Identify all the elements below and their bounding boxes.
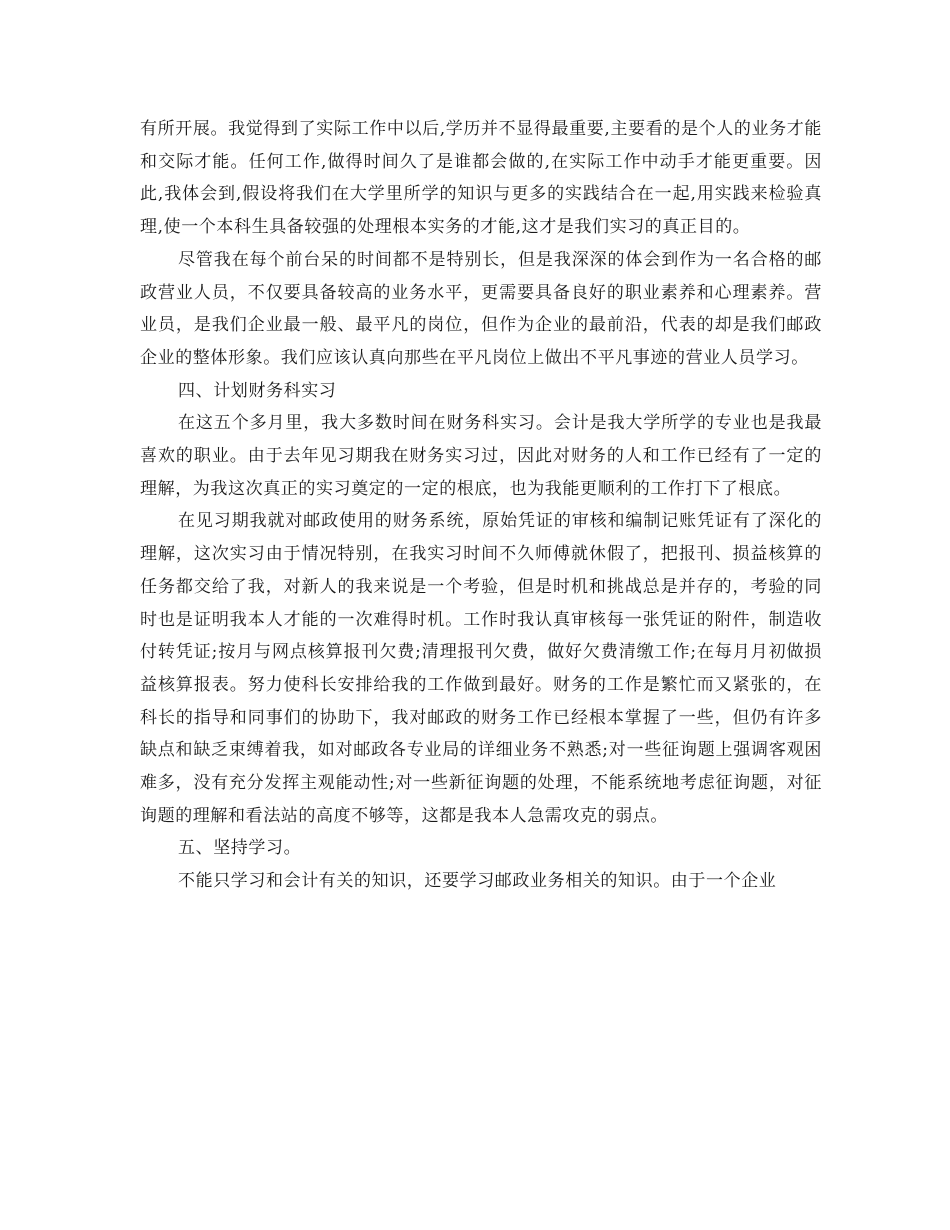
paragraph-5: 不能只学习和会计有关的知识，还要学习邮政业务相关的知识。由于一个企业 xyxy=(178,871,777,892)
section-heading-4: 四、计划财务科实习 xyxy=(178,380,337,401)
paragraph-4: 在见习期我就对邮政使用的财务系统，原始凭证的审核和编制记账凭证有了深化的理解，这次实习由于情况特别，在我实习时间不久师傅就休假了，把报刊、损益核算的任务都交给了我，对新人的我来说是一个考验，但是时机和挑战总是并存的，考验的同时也是证明我本人才能的一次难得时机。工作时我认真审核每一张凭证的附件，制造收付转凭证;按月与网点核算报刊欠费;清理报刊欠费，做好欠费清缴工作;在每月月初做损益核算报表。努力使科长安排给我的工作做到最好。财务的工作是繁忙而又紧张的，在科长的指导和同事们的协助下，我对邮政的财务工作已经根本掌握了一些，但仍有许多缺点和缺乏束缚着我，如对邮政各专业局的详细业务不熟悉;对一些征询题上强调客观困难多，没有充分发挥主观能动性;对一些新征询题的处理，不能系统地考虑征询题，对征询题的理解和看法站的高度不够等，这都是我本人急需攻克的弱点。 xyxy=(140,511,822,826)
section-heading-5: 五、坚持学习。 xyxy=(178,838,302,859)
document-page xyxy=(140,113,822,898)
paragraph-3: 在这五个多月里，我大多数时间在财务科实习。会计是我大学所学的专业也是我最喜欢的职业。由于去年见习期我在财务实习过，因此对财务的人和工作已经有了一定的理解，为我这次真正的实习奠定的一定的根底，也为我能更顺利的工作打下了根底。 xyxy=(140,413,822,499)
paragraph-1: 有所开展。我觉得到了实际工作中以后,学历并不显得最重要,主要看的是个人的业务才能和交际才能。任何工作,做得时间久了是谁都会做的,在实际工作中动手才能更重要。因此,我体会到,假设将我们在大学里所学的知识与更多的实践结合在一起,用实践来检验真理,使一个本科生具备较强的处理根本实务的才能,这才是我们实习的真正目的。 xyxy=(140,119,822,238)
paragraph-2: 尽管我在每个前台呆的时间都不是特别长，但是我深深的体会到作为一名合格的邮政营业人员，不仅要具备较高的业务水平，更需要具备良好的职业素养和心理素养。营业员，是我们企业最一般、最平凡的岗位，但作为企业的最前沿，代表的却是我们邮政企业的整体形象。我们应该认真向那些在平凡岗位上做出不平凡事迹的营业人员学习。 xyxy=(140,249,822,368)
